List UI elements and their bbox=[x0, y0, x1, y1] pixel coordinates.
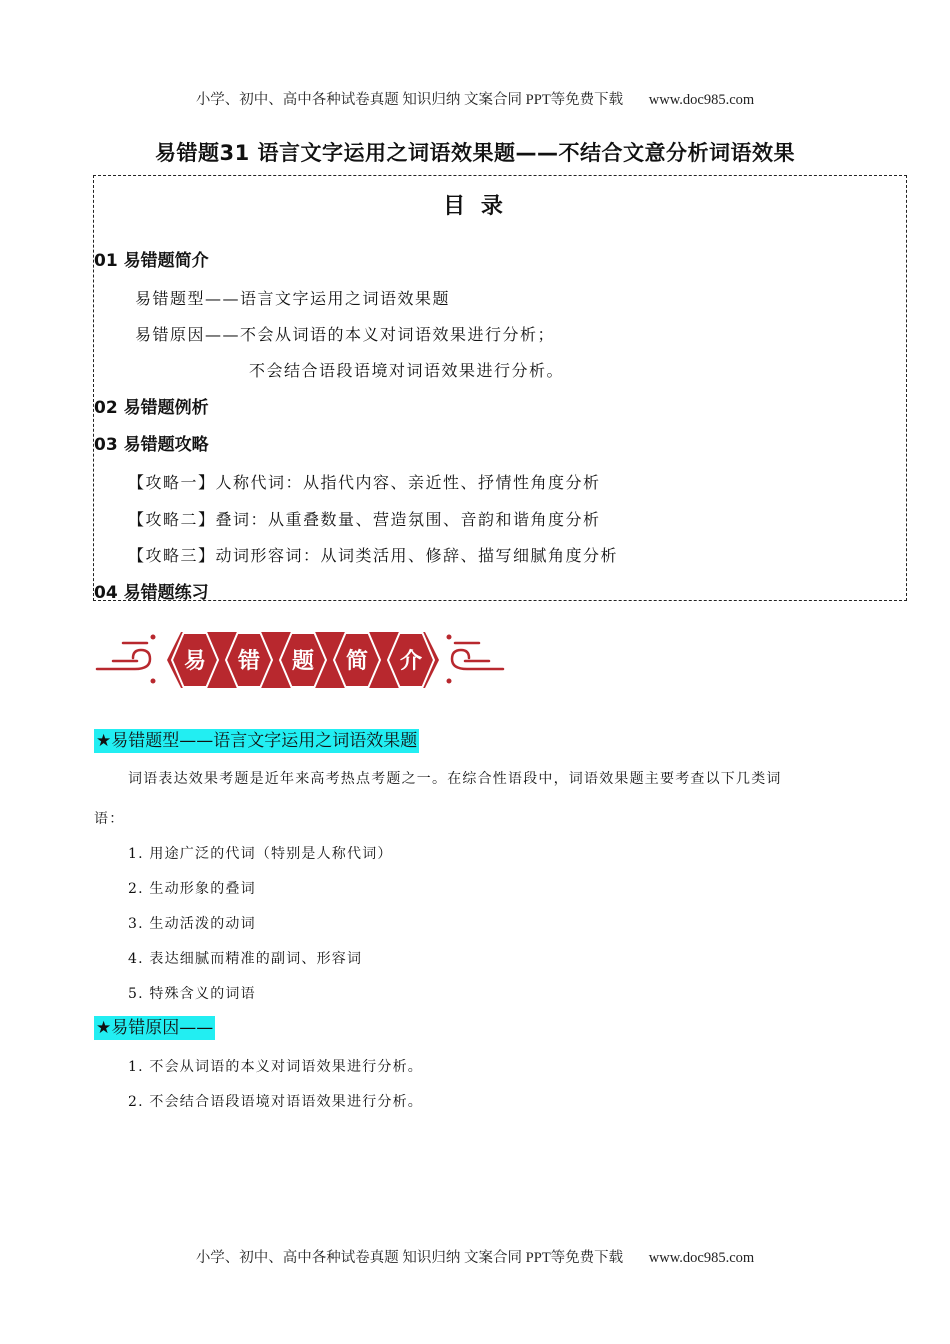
toc-section-1[interactable]: 01 易错题简介 bbox=[94, 251, 209, 271]
list-item: 1. 不会从词语的本义对词语效果进行分析。 bbox=[128, 1059, 424, 1075]
list-item: 3. 生动活泼的动词 bbox=[128, 916, 256, 932]
toc-section-3[interactable]: 03 易错题攻略 bbox=[94, 435, 209, 455]
footer-url[interactable]: www.doc985.com bbox=[648, 1250, 755, 1266]
header-url[interactable]: www.doc985.com bbox=[648, 92, 755, 108]
toc-strategy-2[interactable]: 【攻略二】叠词：从重叠数量、营造氛围、音韵和谐角度分析 bbox=[128, 510, 601, 529]
footer-text: 小学、初中、高中各种试卷真题 知识归纳 文案合同 PPT等免费下载 bbox=[195, 1250, 624, 1266]
list-item: 1. 用途广泛的代词（特别是人称代词） bbox=[128, 846, 393, 862]
page-title: 易错题31 语言文字运用之词语效果题——不结合文意分析词语效果 bbox=[154, 141, 796, 165]
list-item: 2. 生动形象的叠词 bbox=[128, 881, 256, 897]
toc-strategy-1[interactable]: 【攻略一】人称代词：从指代内容、亲近性、抒情性角度分析 bbox=[128, 473, 601, 492]
intro-line-1: 词语表达效果考题是近年来高考热点考题之一。在综合性语段中，词语效果题主要考查以下几类词 bbox=[128, 771, 782, 787]
type-heading: ★易错题型——语言文字运用之词语效果题 bbox=[96, 731, 418, 751]
page-footer bbox=[0, 1246, 950, 1267]
banner-char: 简 bbox=[345, 649, 369, 674]
toc-line-type: 易错题型——语言文字运用之词语效果题 bbox=[135, 289, 451, 308]
section-banner bbox=[95, 628, 507, 692]
left-swirl-ornament bbox=[97, 635, 156, 684]
toc-box bbox=[93, 175, 907, 601]
header-text: 小学、初中、高中各种试卷真题 知识归纳 文案合同 PPT等免费下载 bbox=[195, 92, 624, 108]
right-swirl-ornament bbox=[447, 635, 504, 684]
intro-line-2: 语： bbox=[94, 811, 125, 827]
banner-char: 易 bbox=[183, 649, 207, 674]
toc-section-4[interactable]: 04 易错题练习 bbox=[94, 583, 209, 603]
list-item: 2. 不会结合语段语境对语语效果进行分析。 bbox=[128, 1094, 424, 1110]
toc-strategy-3[interactable]: 【攻略三】动词形容词：从词类活用、修辞、描写细腻角度分析 bbox=[128, 546, 619, 565]
list-item: 4. 表达细腻而精准的副词、形容词 bbox=[128, 951, 363, 967]
banner-char: 题 bbox=[291, 649, 315, 674]
toc-section-2[interactable]: 02 易错题例析 bbox=[94, 398, 209, 418]
toc-line-reason-2: 不会结合语段语境对词语效果进行分析。 bbox=[249, 361, 565, 380]
reason-heading: ★易错原因—— bbox=[96, 1018, 214, 1038]
page-header bbox=[0, 88, 950, 109]
list-item: 5. 特殊含义的词语 bbox=[128, 986, 256, 1002]
banner-char: 介 bbox=[399, 649, 423, 674]
toc-line-reason: 易错原因——不会从词语的本义对词语效果进行分析； bbox=[135, 325, 556, 344]
toc-title: 目 录 bbox=[443, 194, 507, 219]
banner-char: 错 bbox=[237, 649, 261, 674]
